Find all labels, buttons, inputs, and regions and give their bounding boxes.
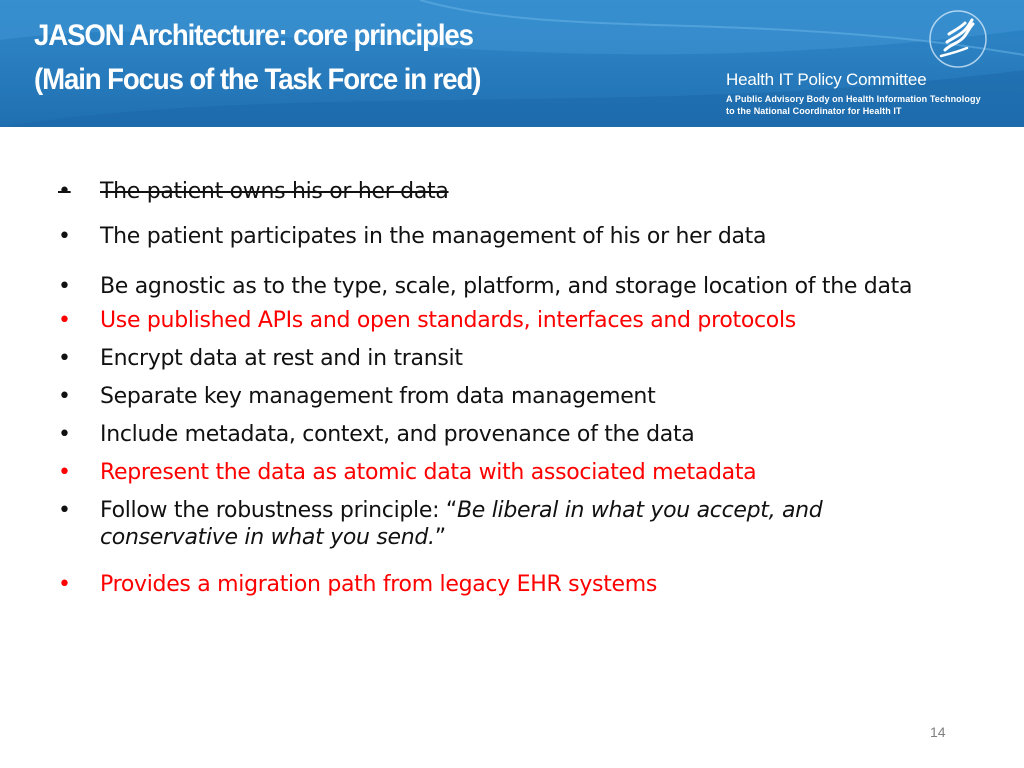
bullet-marker: • — [58, 179, 71, 204]
list-item — [58, 307, 958, 334]
list-item-text: Provides a migration path from legacy EHR systems — [100, 572, 658, 597]
list-item-text: Separate key management from data management — [100, 384, 656, 409]
list-item — [58, 268, 958, 305]
list-item — [58, 459, 958, 486]
page-number: 14 — [930, 724, 946, 740]
bullet-marker: • — [58, 498, 71, 523]
list-item — [58, 421, 958, 448]
list-item — [58, 178, 958, 205]
list-item-text: Include metadata, context, and provenance of the data — [100, 422, 695, 447]
bullet-marker: • — [58, 572, 71, 597]
bullet-marker: • — [58, 460, 71, 485]
bullet-marker: • — [58, 224, 71, 249]
list-item — [58, 571, 958, 598]
logo-subtitle-line1: A Public Advisory Body on Health Information Technology — [726, 94, 981, 104]
hhs-eagle-seal-icon — [927, 8, 989, 70]
bullet-marker: • — [58, 422, 71, 447]
list-item — [58, 345, 958, 372]
robustness-prefix: Follow the robustness principle: “ — [100, 498, 458, 523]
robustness-suffix: ” — [434, 525, 446, 550]
slide-title-line1: JASON Architecture: core principles — [34, 19, 473, 52]
list-item — [58, 497, 958, 551]
logo-subtitle-line2: to the National Coordinator for Health IT — [726, 106, 902, 116]
header-banner — [0, 0, 1024, 127]
bullet-marker: • — [58, 308, 71, 333]
list-item-text: Represent the data as atomic data with associated metadata — [100, 460, 757, 485]
list-item-text: Use published APIs and open standards, interfaces and protocols — [100, 308, 796, 333]
slide-title-line2: (Main Focus of the Task Force in red) — [34, 63, 481, 96]
logo-name: Health IT Policy Committee — [726, 70, 927, 89]
list-item-text: The patient owns his or her data — [100, 179, 449, 204]
list-item-text: Encrypt data at rest and in transit — [100, 346, 463, 371]
hitpc-logo — [722, 8, 1012, 123]
principles-list — [58, 178, 958, 598]
robustness-quote: Be liberal in what you accept, and conservative in what you send. — [100, 498, 823, 550]
bullet-marker: • — [58, 274, 71, 299]
list-item-text: The patient participates in the management of his or her data — [100, 224, 767, 249]
list-item-text — [100, 498, 822, 550]
bullet-marker: • — [58, 346, 71, 371]
list-item — [58, 383, 958, 410]
bullet-marker: • — [58, 384, 71, 409]
slide-title — [34, 14, 480, 102]
list-item — [58, 223, 958, 250]
list-item-text: Be agnostic as to the type, scale, platform, and storage location of the data — [100, 274, 913, 299]
